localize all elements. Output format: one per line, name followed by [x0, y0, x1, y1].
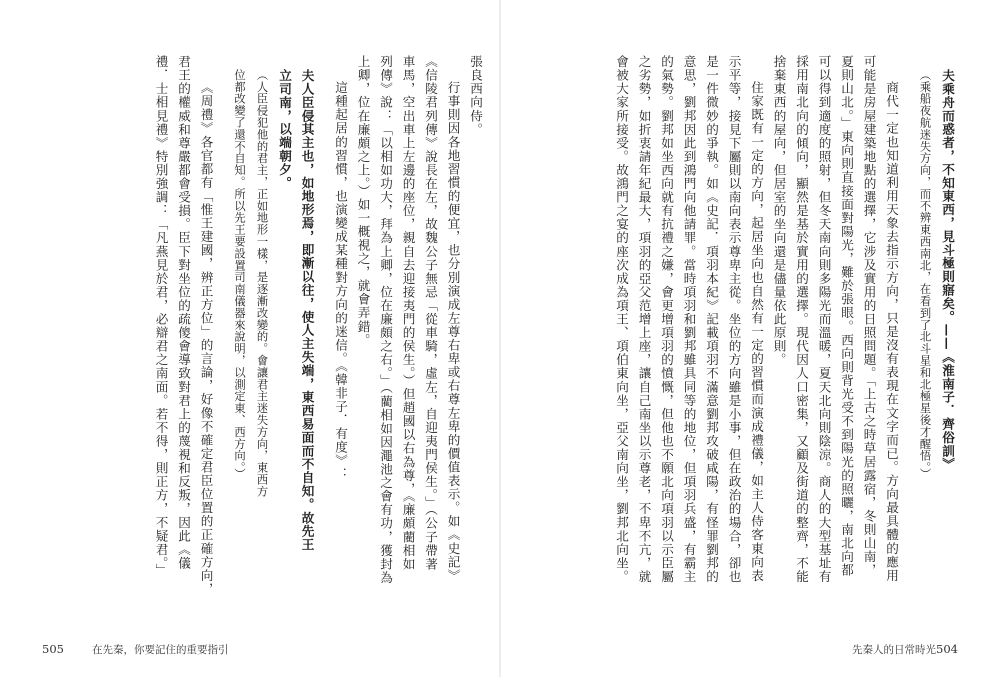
text-column: （乘船夜航迷失方向，而不辨東西南北，在看到了北斗星和北極星後才醒悟。） [918, 69, 932, 480]
left-page-text [100, 55, 486, 625]
right-running-footer: 先秦人的日常時光 [852, 644, 936, 656]
text-column: 會被大家所接受。故鴻門之宴的座次成為項王、項伯東向坐，亞父南向坐，劉邦北向坐。 [614, 55, 629, 584]
right-page-text [553, 55, 958, 625]
text-column: 《信陵君列傳》說長在左，故魏公子無忌「從車騎，虛左，自迎夷門侯生。」（公子帶著 [423, 55, 438, 571]
text-column: 捨棄東西的屋向，但居室的坐向還是儘量依此原則。 [771, 55, 787, 367]
left-running-footer: 在先秦，你要記住的重要指引 [92, 644, 229, 656]
text-column: 夫人臣侵其主也，如地形焉，即漸以往，使人主失端，東西易面而不自知。故先王 [299, 69, 315, 552]
text-column: 行事則因各地習慣的便宜，也分別演成左尊右卑或右尊左卑的價值表示。如《史記》 [445, 81, 461, 583]
column-spacer [902, 55, 913, 615]
text-column: 《周禮》各官都有「惟王建國，辨正方位」的言論，好像不確定君臣位置的正確方向， [198, 81, 214, 596]
text-column: 車馬，空出車上左邊的座位，親自去迎接夷門的侯生。）但趙國以右為尊，《廉頗藺相如 [400, 55, 416, 571]
text-column: 立司南，以端朝夕。 [277, 69, 292, 190]
left-page-number: 505 [42, 642, 64, 656]
right-page-number: 504 [936, 642, 958, 656]
text-column: 可能是房屋建築地點的選擇，它涉及實用的日照問題。「上古之時草居露宿，冬則山南， [861, 55, 877, 578]
text-column: 禮．士相見禮》特別強調：「凡燕見於君，必辯君之南面。若不得，則正方，不疑君。」 [153, 55, 169, 578]
column-spacer [217, 55, 228, 615]
text-column: 示平等，接見下屬則以南向表示尊卑主從。坐位的方向雖是小事，但在政治的場合，卻也 [726, 55, 742, 584]
column-spacer [318, 55, 329, 615]
text-column: 君王的權威和尊嚴都會受損。臣下對坐位的疏傻會導致對君上的蔑視和反叛，因此《儀 [176, 55, 191, 570]
text-column: 夏則山北。」東向則直接面對陽光，難於張眼。西向則背光受不到陽光的照曬，南北向都 [839, 55, 854, 578]
text-column: 上卿，位在廉頗之上。）如一概視之，就會弄錯。 [355, 55, 371, 347]
book-gutter [499, 0, 501, 677]
text-column: 的氣勢。劉邦如坐西向就有抗禮之嫌，會更增項羽的憤慨，但他也不願北向項羽以示臣屬 [659, 55, 674, 584]
text-column: （人臣侵犯他的君主，正如地形一樣，是逐漸改變的。會讓君主迷失方向，東西方 [255, 69, 269, 498]
text-column: 住家既有一定的方向，起居坐向也自然有一定的習慣而演成禮儀，如主人侍客東向表 [749, 81, 764, 583]
text-column: 這種起居的習慣，也演變成某種對方向的迷信。《韓非子．有度》： [333, 81, 348, 482]
text-column: 採用南北向的傾向，顯然是基於實用的選擇。現代因人口密集，又顧及街道的整齊，不能 [794, 55, 809, 584]
text-column: 商代一定也知道利用天象去指示方向，只是沒有表現在文字而已。方向最具體的應用 [884, 81, 899, 583]
text-column: 是一件微妙的爭執。如《史記．項羽本紀》記載項羽不滿意劉邦攻破咸陽，有怪罪劉邦的 [704, 55, 719, 584]
text-column: 之劣勢，如折衷請年紀最大，項羽的亞父范增上座，讓自己南坐以示尊老，不卑不亢，就 [636, 55, 652, 584]
text-column: 張良西向侍。 [468, 55, 483, 137]
text-column: 可以得到適度的照射，但冬天南向則多陽光而溫暖，夏天北向則陰涼。商人的大型基址有 [816, 55, 832, 584]
text-column: 夫乘舟而惑者，不知東西，見斗極則寤矣。——《淮南子．齊俗訓》 [940, 69, 955, 471]
text-column: 意思，劉邦因此到鴻門向他請罪。當時項羽和劉邦雖具同等的地位，但項羽兵盛，有霸主 [681, 55, 697, 584]
text-column: 位都改變了還不自知。所以先王要設置司南儀器來說明，以測定東、西方向。） [233, 69, 246, 480]
text-column: 列傳》說：「以相如功大，拜為上卿，位在廉頗之右。」（藺相如因澠池之會有功，獲封為 [378, 55, 393, 585]
